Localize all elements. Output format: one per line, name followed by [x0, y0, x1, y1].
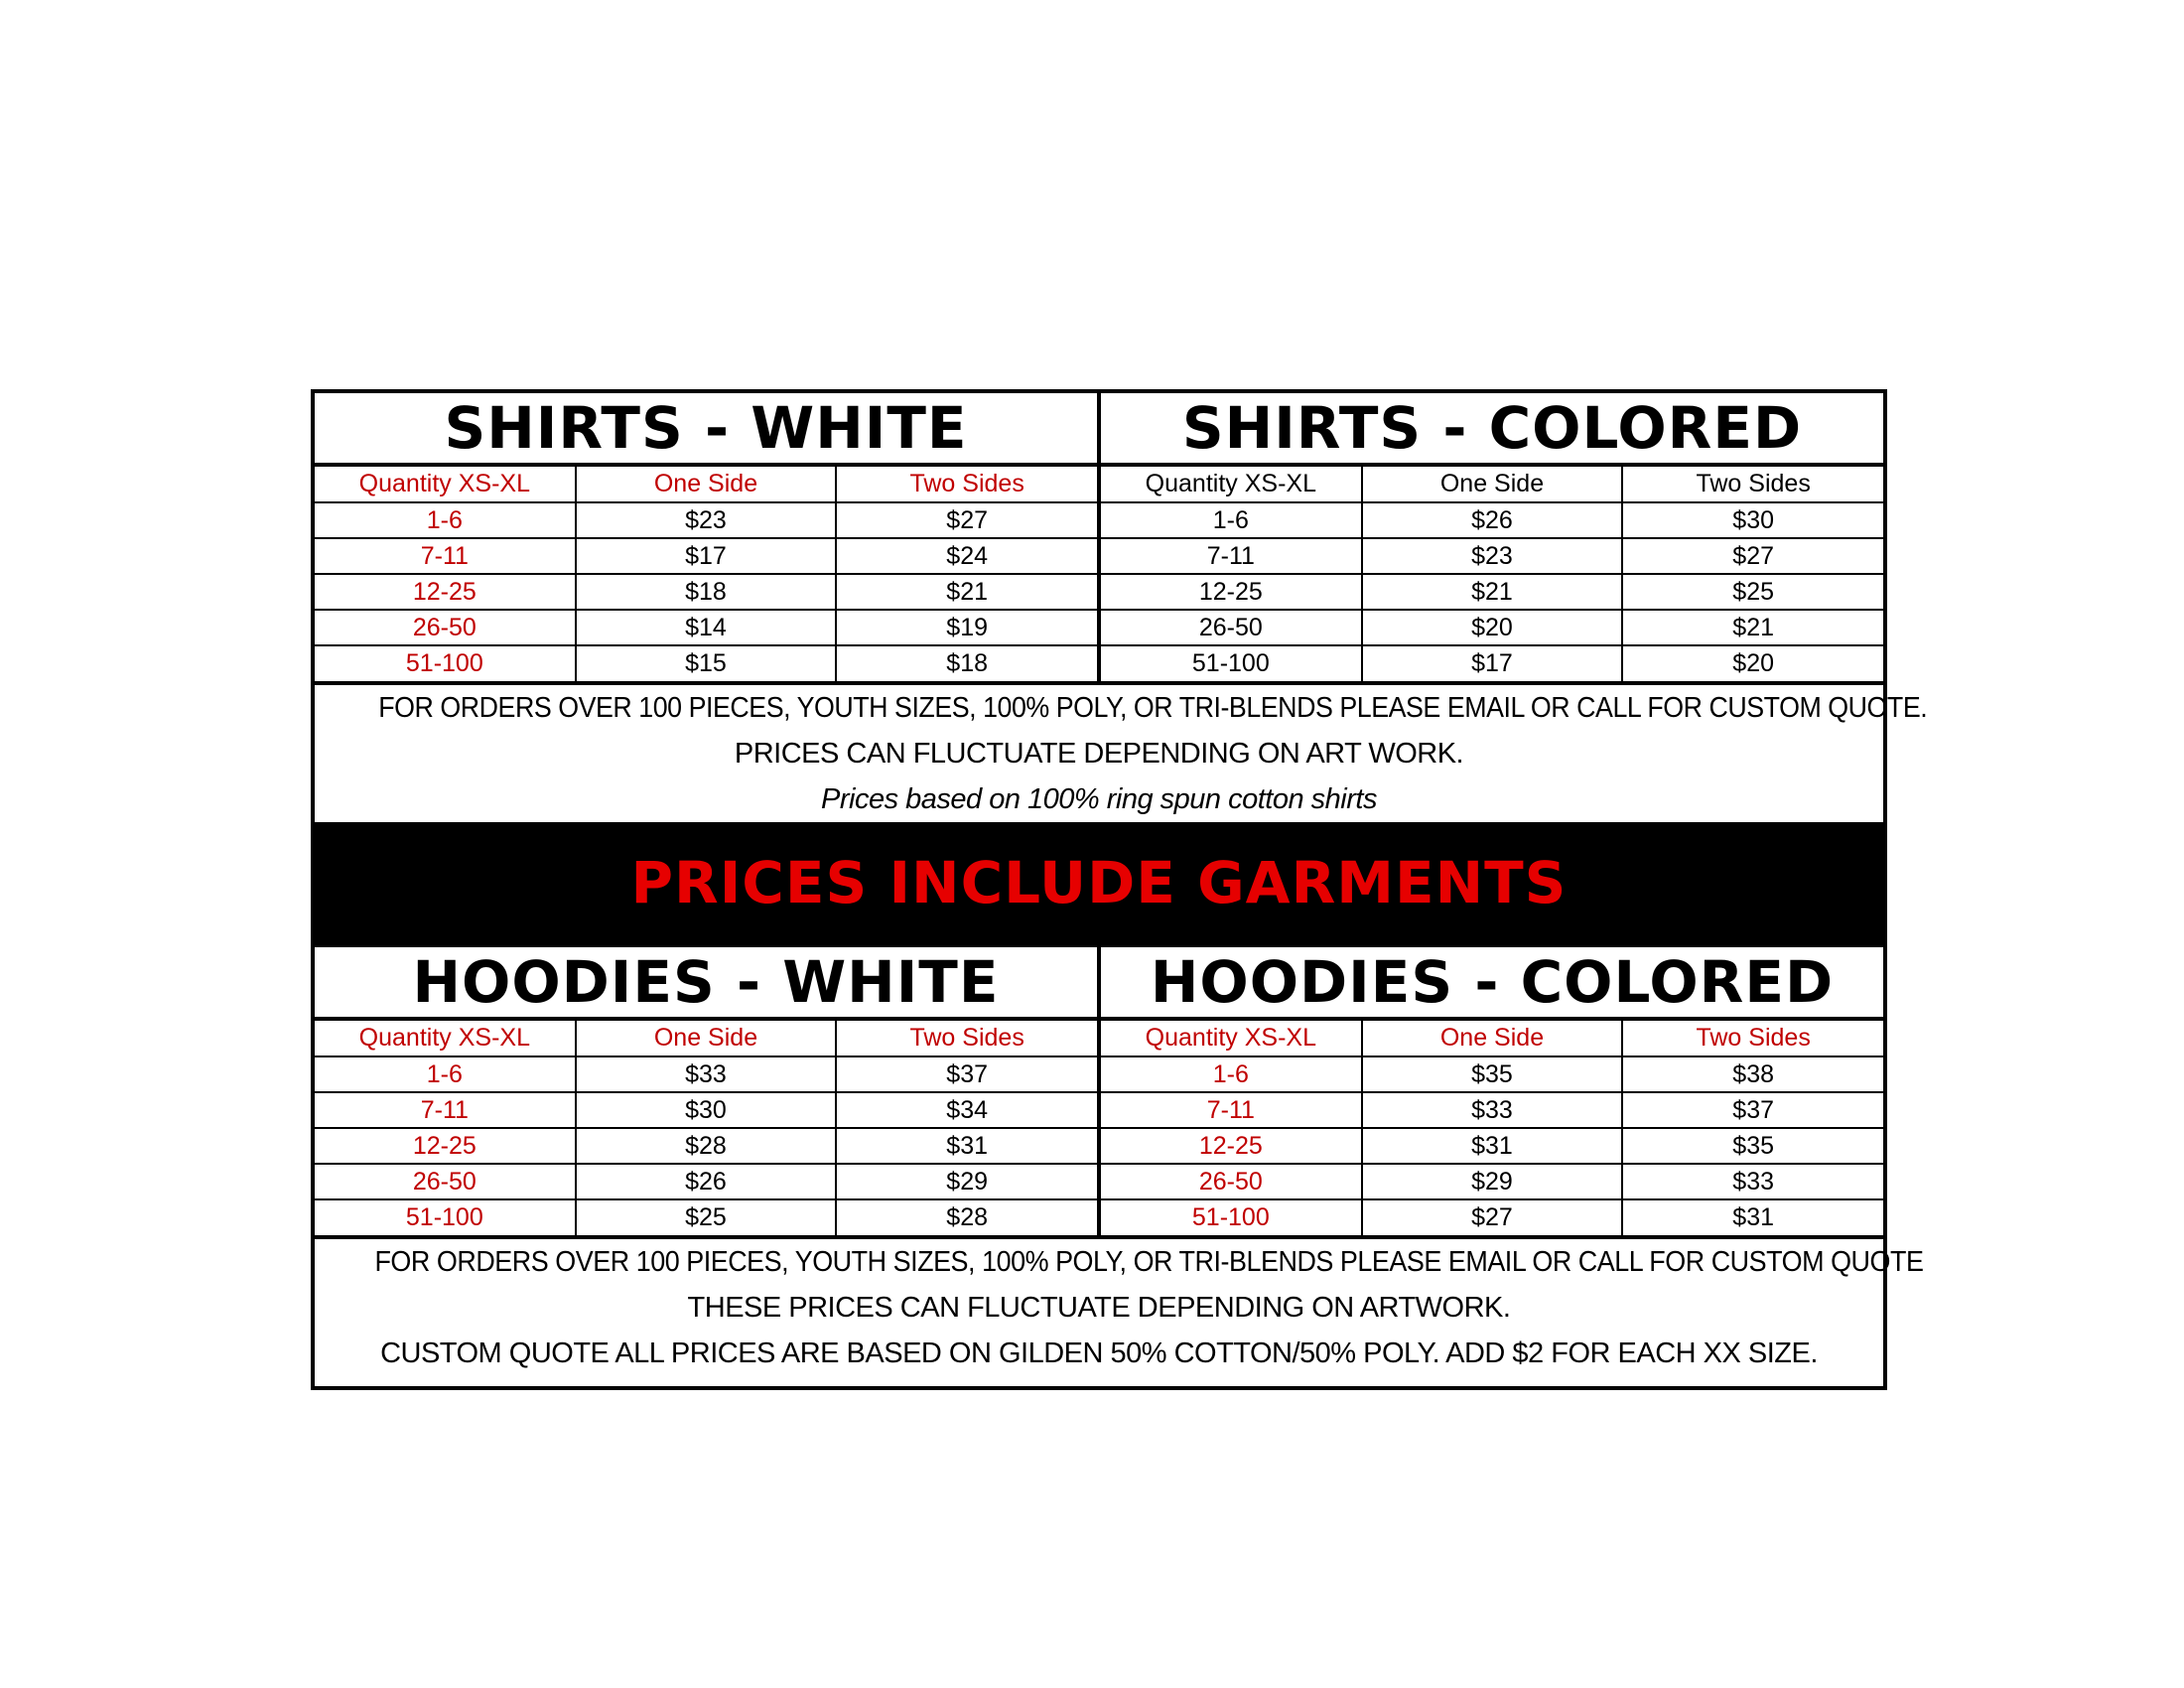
- price-cell: $34: [836, 1092, 1097, 1128]
- price-cell: $29: [836, 1164, 1097, 1199]
- price-cell: $15: [576, 645, 837, 681]
- price-cell: $28: [836, 1199, 1097, 1235]
- hoodies-note-fluctuate: THESE PRICES CAN FLUCTUATE DEPENDING ON ARTWORK.: [687, 1292, 1511, 1324]
- table-row: [315, 1128, 1097, 1164]
- quantity-cell: 51-100: [1191, 649, 1270, 677]
- price-cell: $24: [836, 538, 1097, 574]
- price-cell: $33: [1362, 1092, 1623, 1128]
- table-row: [315, 1056, 1097, 1092]
- quantity-cell: 7-11: [1101, 1092, 1362, 1128]
- price-cell: $38: [1622, 1056, 1883, 1092]
- table-row: [315, 610, 1097, 645]
- shirts-section: [315, 393, 1883, 681]
- price-cell: $23: [1362, 538, 1623, 574]
- price-cell: $37: [1622, 1092, 1883, 1128]
- hoodies-white-panel: [315, 943, 1097, 1235]
- shirts-note-cotton: Prices based on 100% ring spun cotton shirts: [821, 783, 1377, 815]
- quantity-cell: 7-11: [315, 1092, 576, 1128]
- hoodies-note-gilden: CUSTOM QUOTE ALL PRICES ARE BASED ON GILDEN 50% COTTON/50% POLY. ADD $2 FOR EACH XX SIZE.: [380, 1337, 1818, 1369]
- column-header-two-sides: Two Sides: [1622, 1021, 1883, 1056]
- quantity-cell: 26-50: [1101, 1164, 1362, 1199]
- column-header-two-sides: Two Sides: [836, 467, 1097, 502]
- price-cell: $37: [836, 1056, 1097, 1092]
- price-cell: $18: [576, 574, 837, 610]
- column-header-quantity: Quantity XS-XL: [1101, 467, 1362, 502]
- quantity-cell: 1-6: [315, 1056, 576, 1092]
- hoodies-colored-table: [1101, 1021, 1883, 1235]
- quantity-cell: 12-25: [315, 574, 576, 610]
- table-header-row: [1101, 467, 1883, 502]
- hoodies-section: [315, 943, 1883, 1235]
- shirts-white-panel: [315, 393, 1097, 681]
- price-cell: $14: [576, 610, 837, 645]
- quantity-cell: 7-11: [315, 538, 576, 574]
- price-cell: $19: [836, 610, 1097, 645]
- price-cell: $18: [836, 645, 1097, 681]
- price-cell: $25: [1622, 574, 1883, 610]
- price-cell: $21: [1362, 574, 1623, 610]
- table-row: [1101, 1164, 1883, 1199]
- table-row: [1101, 1199, 1883, 1235]
- price-cell: $17: [576, 538, 837, 574]
- table-row: [315, 538, 1097, 574]
- table-row: [1101, 1092, 1883, 1128]
- table-row: [1101, 502, 1883, 538]
- hoodies-colored-panel: [1097, 943, 1883, 1235]
- column-header-quantity: Quantity XS-XL: [1101, 1021, 1362, 1056]
- quantity-cell: 26-50: [1101, 610, 1362, 645]
- quantity-cell: 12-25: [1101, 574, 1362, 610]
- price-cell: $29: [1362, 1164, 1623, 1199]
- shirts-note-custom-quote: FOR ORDERS OVER 100 PIECES, YOUTH SIZES, 100% POLY, OR TRI-BLENDS PLEASE EMAIL OR CALL FOR CUSTOM QUOTE.: [378, 692, 1928, 724]
- table-header-row: [1101, 1021, 1883, 1056]
- price-cell: $33: [1622, 1164, 1883, 1199]
- hoodies-white-table: [315, 1021, 1097, 1235]
- quantity-cell: 26-50: [315, 610, 576, 645]
- price-cell: $28: [576, 1128, 837, 1164]
- price-cell: $31: [836, 1128, 1097, 1164]
- column-header-one-side: One Side: [576, 467, 837, 502]
- price-cell: $20: [1622, 645, 1883, 681]
- price-cell: $27: [836, 502, 1097, 538]
- column-header-two-sides: Two Sides: [1622, 467, 1883, 502]
- price-sheet: [311, 389, 1928, 1390]
- shirts-colored-panel: [1097, 393, 1883, 681]
- shirts-colored-table: [1101, 467, 1883, 681]
- price-cell: $17: [1362, 645, 1623, 681]
- quantity-cell: 7-11: [1101, 538, 1362, 574]
- shirts-white-table: [315, 467, 1097, 681]
- price-cell: $27: [1362, 1199, 1623, 1235]
- table-row: [315, 1092, 1097, 1128]
- price-cell: $26: [576, 1164, 837, 1199]
- price-cell: $30: [576, 1092, 837, 1128]
- quantity-cell: 1-6: [1101, 1056, 1362, 1092]
- price-cell: $21: [836, 574, 1097, 610]
- quantity-cell: 26-50: [315, 1164, 576, 1199]
- shirts-colored-title: SHIRTS - COLORED: [1101, 393, 1883, 467]
- quantity-cell: 51-100: [1191, 1203, 1270, 1231]
- quantity-cell: 12-25: [1101, 1128, 1362, 1164]
- table-header-row: [315, 1021, 1097, 1056]
- price-cell: $21: [1622, 610, 1883, 645]
- price-cell: $27: [1622, 538, 1883, 574]
- table-row: [1101, 645, 1883, 681]
- table-row: [315, 1199, 1097, 1235]
- prices-include-garments-banner: PRICES INCLUDE GARMENTS: [315, 822, 1883, 943]
- column-header-quantity: Quantity XS-XL: [315, 1021, 576, 1056]
- column-header-two-sides: Two Sides: [836, 1021, 1097, 1056]
- table-row: [1101, 1056, 1883, 1092]
- table-row: [1101, 574, 1883, 610]
- quantity-cell: 1-6: [315, 502, 576, 538]
- shirts-note-fluctuate: PRICES CAN FLUCTUATE DEPENDING ON ART WORK.: [734, 738, 1464, 770]
- table-row: [315, 1164, 1097, 1199]
- price-cell: $30: [1622, 502, 1883, 538]
- shirts-white-title: SHIRTS - WHITE: [315, 393, 1097, 467]
- table-row: [1101, 1128, 1883, 1164]
- price-cell: $31: [1622, 1199, 1883, 1235]
- hoodies-white-title: HOODIES - WHITE: [315, 943, 1097, 1021]
- table-row: [1101, 538, 1883, 574]
- quantity-cell: 1-6: [1101, 502, 1362, 538]
- price-cell: $25: [576, 1199, 837, 1235]
- table-row: [315, 574, 1097, 610]
- column-header-quantity: Quantity XS-XL: [315, 467, 576, 502]
- column-header-one-side: One Side: [1362, 467, 1623, 502]
- price-cell: $20: [1362, 610, 1623, 645]
- shirts-notes: [315, 681, 1928, 822]
- price-cell: $35: [1362, 1056, 1623, 1092]
- quantity-cell: 51-100: [405, 649, 483, 677]
- price-cell: $26: [1362, 502, 1623, 538]
- price-cell: $31: [1362, 1128, 1623, 1164]
- price-cell: $35: [1622, 1128, 1883, 1164]
- table-row: [315, 645, 1097, 681]
- quantity-cell: 51-100: [405, 1203, 483, 1231]
- table-header-row: [315, 467, 1097, 502]
- table-row: [1101, 610, 1883, 645]
- hoodies-notes: [315, 1235, 1924, 1376]
- table-row: [315, 502, 1097, 538]
- column-header-one-side: One Side: [576, 1021, 837, 1056]
- hoodies-note-custom-quote: FOR ORDERS OVER 100 PIECES, YOUTH SIZES, 100% POLY, OR TRI-BLENDS PLEASE EMAIL OR CALL FOR CUSTOM QUOTE: [374, 1246, 1924, 1278]
- quantity-cell: 12-25: [315, 1128, 576, 1164]
- price-cell: $33: [576, 1056, 837, 1092]
- column-header-one-side: One Side: [1362, 1021, 1623, 1056]
- hoodies-colored-title: HOODIES - COLORED: [1101, 943, 1883, 1021]
- price-cell: $23: [576, 502, 837, 538]
